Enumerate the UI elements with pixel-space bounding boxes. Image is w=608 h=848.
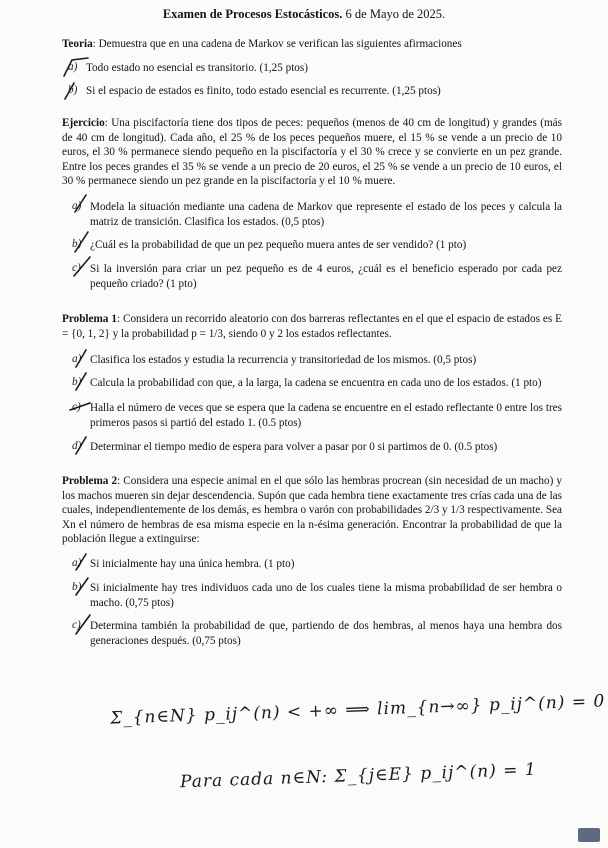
teoria-heading: Teoria [62,38,93,50]
check-mark [65,83,74,99]
teoria-label-b: b) [68,84,78,96]
check-mark [64,58,88,76]
problema2-intro-text: : Considera una especie animal en el que sólo las hembras procrean (sin necesidad de un macho) y los machos mueren sin dejar descendencia. Supón que cada hembra tiene exactamente tres crías cada una de las cuales, independientemente de los demás, es hembra o varón con probabilidades 2/3 y 1/3 respectivamente. Sea Xn el número de hembras de esa misma especie en la n-ésima generación. Encontrar la probabilidad de que la población llegue a extinguirse: [62,475,562,546]
ejercicio-intro-text: : Una piscifactoría tiene dos tipos de peces: pequeños (menos de 40 cm de longitud) y grandes (más de 40 cm de longitud). Cada año, el 25 % de los peces pequeños muere, el 15 % se vende a un precio de 10 euros, el 30 % permanece siendo pequeño en la piscifactoría y el 30 % crece y se convierte en un pez grande. Entre los peces grandes el 35 % se vende a un precio de 20 euros, el 25 % se vende a un precio de 10 euros, el 30 % permanece siendo un pez grande en la piscifactoría y el 10 % muere. [62,117,562,188]
problema1-item-b: Calcula la probabilidad con que, a la larga, la cadena se encuentra en cada uno de los estados. (1 pto) [90,377,542,389]
check-mark [76,373,86,390]
problema2-label-c: c) [72,619,81,631]
problema1-item-a: Clasifica los estados y estudia la recurrencia y transitoriedad de los mismos. (0,5 ptos) [90,354,477,366]
handwritten-formula-2: Para cada n∈N: Σ_{j∈E} p_ij^(n) = 1 [179,759,537,793]
check-mark [76,350,86,367]
problema1-label-c: c) [72,401,81,413]
check-mark [70,403,90,410]
check-mark [76,615,90,634]
ejercicio-item-a: Modela la situación mediante una cadena de Markov que represente el estado de los peces y calcula la matriz de transición. Clasifica los estados. (0,5 ptos) [90,201,562,228]
ejercicio-item-c: Si la inversión para criar un pez pequeño es de 4 euros, ¿cuál es el beneficio esperado por cada pez pequeño criado? (1 pto) [90,263,562,290]
ejercicio-heading: Ejercicio [62,117,105,129]
check-mark [76,437,86,454]
problema2-item-b: Si inicialmente hay tres individuos cada uno de los cuales tiene la misma probabilidad de ser hembra o macho. (0,75 ptos) [90,582,562,609]
problema2-label-b: b) [72,581,82,593]
problema2-heading: Problema 2 [62,475,118,487]
handwritten-formula-1: Σ_{n∈N} p_ij^(n) < +∞ ⟹ lim_{n→∞} p_ij^(n) = 0 [109,691,606,729]
teoria-item-a: Todo estado no esencial es transitorio. (1,25 ptos) [86,62,308,74]
check-mark [75,195,86,212]
problema1-label-a: a) [72,353,82,365]
title-date: 6 de Mayo de 2025. [345,7,446,21]
check-mark [74,257,90,276]
check-mark [76,578,88,595]
check-mark [76,554,86,570]
problema1-item-c: Halla el número de veces que se espera que la cadena se encuentre en el estado reflectante 0 entre los tres primeros pasos si partió del estado 1. (0.5 ptos) [90,402,562,429]
ejercicio-label-b: b) [72,238,82,250]
problema1-intro-text: : Considera un recorrido aleatorio con dos barreras reflectantes en el que el espacio de estados es E = {0, 1, 2} y la probabilidad p = 1/3, siendo 0 y 2 los estados reflectantes. [62,313,562,340]
problema2-item-c: Determina también la probabilidad de que, partiendo de dos hembras, al menos haya una hembra dos generaciones después. (0,75 ptos) [90,620,562,647]
title-text: Examen de Procesos Estocásticos. [162,7,343,21]
teoria-intro-text: : Demuestra que en una cadena de Markov se verifican las siguientes afirmaciones [92,38,462,50]
problema2-item-a: Si inicialmente hay una única hembra. (1 pto) [90,558,295,570]
teoria-label-a: a) [68,61,78,73]
problema1-label-d: d) [72,440,82,452]
problema1-label-b: b) [72,376,82,388]
ejercicio-item-b: ¿Cuál es la probabilidad de que un pez pequeño muera antes de ser vendido? (1 pto) [90,239,467,251]
check-mark [75,232,88,252]
problema1-heading: Problema 1 [62,313,117,325]
problema1-item-d: Determinar el tiempo medio de espera para volver a pasar por 0 si partimos de 0. (0.5 ptos) [90,441,498,453]
teoria-item-b: Si el espacio de estados es finito, todo estado esencial es recurrente. (1,25 ptos) [86,85,441,97]
ejercicio-label-a: a) [72,200,82,212]
scanner-logo [578,828,600,842]
problema2-label-a: a) [72,557,82,569]
ejercicio-label-c: c) [72,262,81,274]
